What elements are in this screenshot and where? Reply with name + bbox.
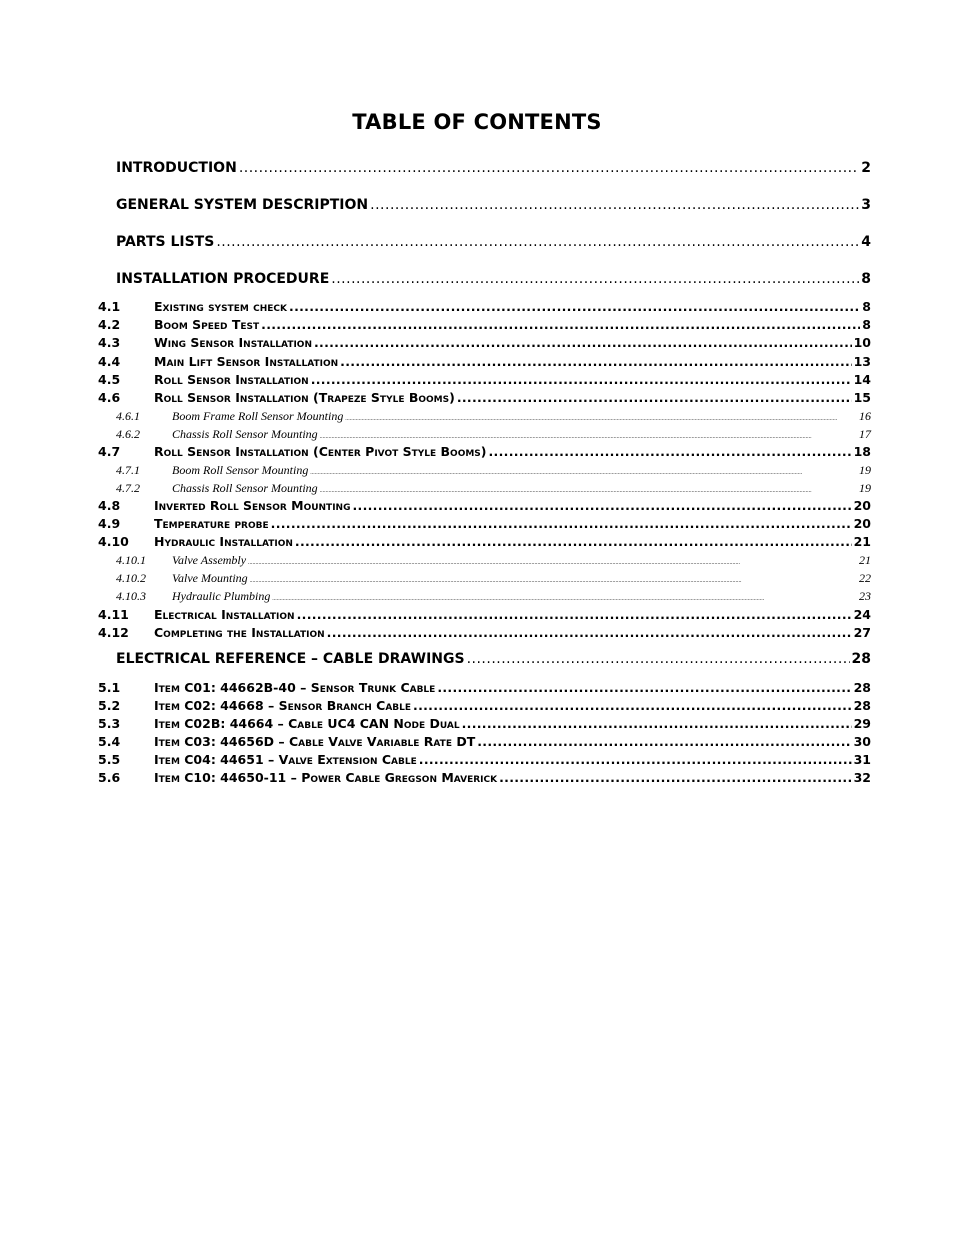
toc-entry[interactable] bbox=[116, 428, 871, 440]
toc-entry-title: Boom Frame Roll Sensor Mounting bbox=[172, 409, 344, 423]
dot-leader bbox=[239, 161, 859, 175]
dot-leader bbox=[457, 392, 852, 405]
toc-entry-number: 4.10.3 bbox=[116, 589, 146, 603]
toc-entry-title: Valve Assembly bbox=[172, 553, 247, 567]
toc-entry-title: Roll Sensor Installation (Trapeze Style Booms) bbox=[154, 390, 455, 405]
toc-entry-page: 19 bbox=[859, 463, 871, 477]
dot-leader bbox=[261, 319, 860, 332]
toc-entry-title: PARTS LISTS bbox=[116, 234, 215, 250]
dot-leader bbox=[248, 560, 857, 566]
toc-entry-title: Hydraulic Plumbing bbox=[172, 589, 271, 603]
dot-leader bbox=[295, 536, 852, 549]
toc-entry-page: 4 bbox=[861, 234, 871, 250]
toc-entry-title: Existing system check bbox=[154, 299, 288, 314]
toc-entry-title: ELECTRICAL REFERENCE – CABLE DRAWINGS bbox=[116, 651, 465, 667]
toc-entry[interactable] bbox=[116, 198, 871, 212]
dot-leader bbox=[327, 627, 852, 640]
toc-entry-title: Electrical Installation bbox=[154, 607, 295, 622]
toc-entry-number: 4.1 bbox=[98, 299, 121, 314]
toc-entry-page: 8 bbox=[862, 317, 871, 332]
toc-entry[interactable] bbox=[116, 272, 871, 286]
dot-leader bbox=[462, 718, 852, 731]
toc-entry-page: 15 bbox=[853, 390, 871, 405]
toc-entry-page: 13 bbox=[853, 354, 871, 369]
toc-entry-number: 4.2 bbox=[98, 317, 121, 332]
toc-entry-page: 19 bbox=[859, 481, 871, 495]
dot-leader bbox=[413, 700, 852, 713]
toc-entry-number: 5.3 bbox=[98, 716, 121, 731]
dot-leader bbox=[311, 374, 852, 387]
toc-entry-title: Item C02B: 44664 – Cable UC4 CAN Node Dual bbox=[154, 716, 460, 731]
toc-entry-page: 20 bbox=[853, 498, 871, 513]
toc-entry[interactable] bbox=[116, 590, 871, 602]
toc-entry[interactable] bbox=[98, 627, 871, 640]
toc-entry-page: 21 bbox=[853, 534, 871, 549]
toc-entry-number: 4.5 bbox=[98, 372, 121, 387]
dot-leader bbox=[320, 488, 857, 494]
toc-entry[interactable] bbox=[116, 482, 871, 494]
toc-entry-number: 4.8 bbox=[98, 498, 121, 513]
toc-entry-title: Roll Sensor Installation (Center Pivot Style Booms) bbox=[154, 444, 487, 459]
dot-leader bbox=[477, 736, 851, 749]
toc-entry-number: 5.1 bbox=[98, 680, 121, 695]
toc-entry-number: 4.10 bbox=[98, 534, 129, 549]
toc-entry-page: 8 bbox=[861, 271, 871, 287]
dot-leader bbox=[297, 609, 852, 622]
toc-entry-page: 28 bbox=[853, 698, 871, 713]
toc-entry-title: Chassis Roll Sensor Mounting bbox=[172, 427, 318, 441]
dot-leader bbox=[216, 235, 859, 249]
dot-leader bbox=[437, 682, 851, 695]
toc-entry-page: 27 bbox=[853, 625, 871, 640]
toc-entry-page: 14 bbox=[853, 372, 871, 387]
dot-leader bbox=[370, 198, 859, 212]
toc-entry[interactable] bbox=[98, 609, 871, 622]
dot-leader bbox=[352, 500, 851, 513]
dot-leader bbox=[345, 416, 857, 422]
toc-entry-page: 21 bbox=[859, 553, 871, 567]
toc-entry-page: 29 bbox=[853, 716, 871, 731]
toc-entry-title: Boom Speed Test bbox=[154, 317, 260, 332]
toc-entry-title: INSTALLATION PROCEDURE bbox=[116, 271, 330, 287]
toc-entry-number: 4.7.1 bbox=[116, 463, 140, 477]
dot-leader bbox=[250, 578, 857, 584]
toc-entry-number: 4.11 bbox=[98, 607, 129, 622]
toc-entry[interactable] bbox=[98, 319, 871, 332]
toc-entry-number: 4.6.2 bbox=[116, 427, 140, 441]
toc-entry[interactable] bbox=[98, 736, 871, 749]
dot-leader bbox=[467, 652, 850, 666]
toc-entry[interactable] bbox=[98, 374, 871, 387]
toc-entry[interactable] bbox=[116, 235, 871, 249]
toc-entry-page: 31 bbox=[853, 752, 871, 767]
toc-entry-number: 5.4 bbox=[98, 734, 121, 749]
toc-entry-page: 10 bbox=[853, 335, 871, 350]
toc-entry-title: INTRODUCTION bbox=[116, 160, 237, 176]
toc-entry[interactable] bbox=[98, 754, 871, 767]
toc-entry-title: Temperature probe bbox=[154, 516, 269, 531]
toc-entry-title: Boom Roll Sensor Mounting bbox=[172, 463, 309, 477]
toc-entry[interactable] bbox=[116, 554, 871, 566]
toc-entry-title: Item C02: 44668 – Sensor Branch Cable bbox=[154, 698, 412, 713]
toc-entry[interactable] bbox=[98, 772, 871, 785]
dot-leader bbox=[271, 518, 852, 531]
toc-entry-number: 5.6 bbox=[98, 770, 121, 785]
toc-entry-number: 4.12 bbox=[98, 625, 129, 640]
toc-entry[interactable] bbox=[98, 301, 871, 314]
dot-leader bbox=[310, 470, 857, 476]
dot-leader bbox=[331, 272, 859, 286]
toc-entry-title: Item C01: 44662B-40 – Sensor Trunk Cable bbox=[154, 680, 436, 695]
toc-entry[interactable] bbox=[98, 718, 871, 731]
toc-entry-page: 16 bbox=[859, 409, 871, 423]
toc-entry[interactable] bbox=[98, 518, 871, 531]
toc-entry-number: 4.3 bbox=[98, 335, 121, 350]
toc-entry-page: 28 bbox=[853, 680, 871, 695]
toc-entry-title: Hydraulic Installation bbox=[154, 534, 293, 549]
dot-leader bbox=[340, 356, 851, 369]
toc-entry[interactable] bbox=[116, 572, 871, 584]
toc-entry-title: Item C10: 44650-11 – Power Cable Gregson Maverick bbox=[154, 770, 498, 785]
toc-entry-title: Item C03: 44656D – Cable Valve Variable Rate DT bbox=[154, 734, 476, 749]
toc-entry-number: 4.7 bbox=[98, 444, 121, 459]
dot-leader bbox=[272, 596, 857, 602]
dot-leader bbox=[320, 434, 857, 440]
toc-entry[interactable] bbox=[116, 410, 871, 422]
toc-entry-title: Chassis Roll Sensor Mounting bbox=[172, 481, 318, 495]
toc-entry-title: Wing Sensor Installation bbox=[154, 335, 312, 350]
toc-entry-number: 4.4 bbox=[98, 354, 121, 369]
toc-entry[interactable] bbox=[98, 356, 871, 369]
toc-entry-title: GENERAL SYSTEM DESCRIPTION bbox=[116, 197, 369, 213]
toc-entry-page: 2 bbox=[861, 160, 871, 176]
toc-entry-page: 20 bbox=[853, 516, 871, 531]
toc-entry-page: 18 bbox=[853, 444, 871, 459]
toc-entry-title: Valve Mounting bbox=[172, 571, 248, 585]
dot-leader bbox=[489, 446, 852, 459]
toc-entry-title: Main Lift Sensor Installation bbox=[154, 354, 339, 369]
toc-entry[interactable] bbox=[116, 161, 871, 175]
toc-entry[interactable] bbox=[98, 682, 871, 695]
toc-entry[interactable] bbox=[98, 700, 871, 713]
dot-leader bbox=[499, 772, 851, 785]
toc-entry[interactable] bbox=[98, 337, 871, 350]
dot-leader bbox=[289, 301, 860, 314]
dot-leader bbox=[419, 754, 852, 767]
toc-entry[interactable] bbox=[98, 500, 871, 513]
toc-entry-page: 28 bbox=[851, 651, 871, 667]
toc-entry-page: 24 bbox=[853, 607, 871, 622]
dot-leader bbox=[314, 337, 852, 350]
page-title: TABLE OF CONTENTS bbox=[352, 110, 602, 134]
toc-entry-page: 3 bbox=[861, 197, 871, 213]
toc-entry-title: Inverted Roll Sensor Mounting bbox=[154, 498, 351, 513]
toc-entry-page: 8 bbox=[862, 299, 871, 314]
toc-entry-page: 17 bbox=[859, 427, 871, 441]
toc-entry-page: 23 bbox=[859, 589, 871, 603]
toc-entry-page: 22 bbox=[859, 571, 871, 585]
toc-entry-number: 4.10.2 bbox=[116, 571, 146, 585]
toc-entry-number: 4.6 bbox=[98, 390, 121, 405]
toc-entry-title: Item C04: 44651 – Valve Extension Cable bbox=[154, 752, 417, 767]
toc-entry-title: Completing the Installation bbox=[154, 625, 325, 640]
toc-entry[interactable] bbox=[98, 446, 871, 459]
toc-entry[interactable] bbox=[98, 392, 871, 405]
toc-entry-page: 30 bbox=[853, 734, 871, 749]
toc-entry[interactable] bbox=[116, 652, 871, 666]
toc-entry[interactable] bbox=[116, 464, 871, 476]
toc-entry-page: 32 bbox=[853, 770, 871, 785]
toc-entry-number: 4.6.1 bbox=[116, 409, 140, 423]
toc-entry-number: 4.7.2 bbox=[116, 481, 140, 495]
toc-entry-number: 5.2 bbox=[98, 698, 121, 713]
toc-entry-number: 5.5 bbox=[98, 752, 121, 767]
toc-entry-number: 4.10.1 bbox=[116, 553, 146, 567]
toc-entry-title: Roll Sensor Installation bbox=[154, 372, 309, 387]
toc-entry[interactable] bbox=[98, 536, 871, 549]
toc-entry-number: 4.9 bbox=[98, 516, 121, 531]
